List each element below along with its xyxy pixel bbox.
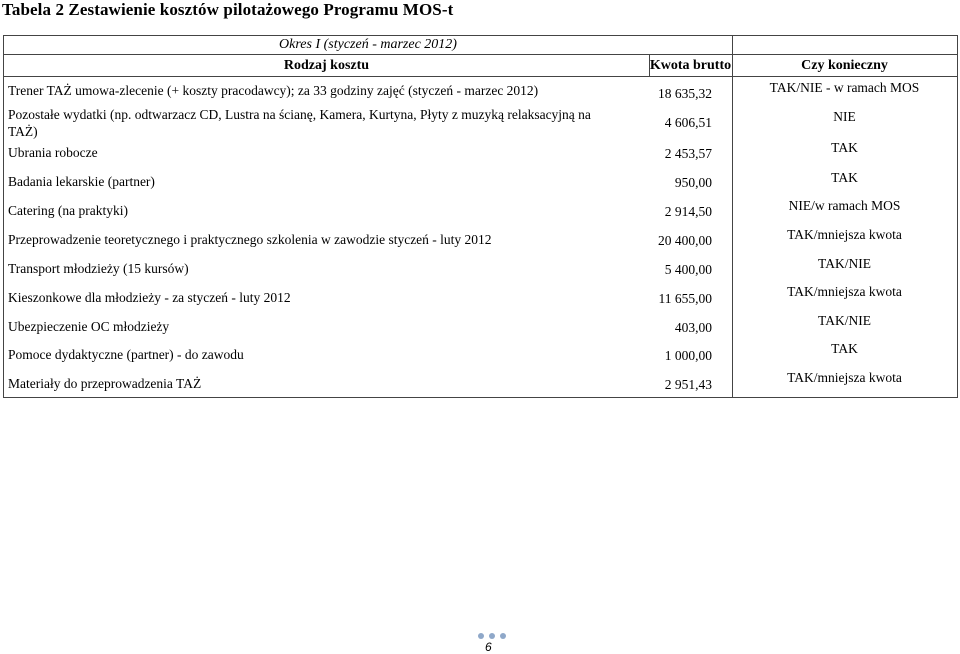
row-1-desc: Trener TAŻ umowa-zlecenie (+ koszty pracodawcy); za 33 godziny zajęć (styczeń - marzec 2012) [8, 83, 539, 98]
row-4-desc: Badania lekarskie (partner) [8, 174, 155, 189]
row-3-desc: Ubrania robocze [8, 145, 98, 160]
row-2-required: NIE [833, 109, 856, 124]
row-6-amount: 20 400,00 [658, 233, 712, 248]
row-11-required: TAK/mniejsza kwota [787, 370, 902, 385]
row-8-desc: Kieszonkowe dla młodzieży - za styczeń - luty 2012 [8, 290, 291, 305]
header-cost-type: Rodzaj kosztu [283, 58, 370, 73]
page-number: 6 [485, 640, 492, 654]
row-5-amount: 2 914,50 [664, 204, 712, 219]
row-7-desc: Transport młodzieży (15 kursów) [8, 261, 189, 276]
row-3-amount: 2 453,57 [664, 146, 712, 161]
row-7-amount: 5 400,00 [664, 262, 712, 277]
page-decoration-dots [478, 633, 506, 639]
row-8-amount: 11 655,00 [658, 291, 712, 306]
header-gross: Kwota brutto [649, 58, 732, 73]
row-4-amount: 950,00 [674, 175, 712, 190]
dot-icon [489, 633, 495, 639]
row-9-amount: 403,00 [674, 320, 712, 335]
dot-icon [478, 633, 484, 639]
row-1-amount: 18 635,32 [658, 86, 712, 101]
row-11-desc: Materiały do przeprowadzenia TAŻ [8, 376, 202, 391]
row-11-amount: 2 951,43 [664, 377, 712, 392]
row-10-desc: Pomoce dydaktyczne (partner) - do zawodu [8, 347, 244, 362]
row-3-required: TAK [831, 140, 858, 155]
row-2-desc: Pozostałe wydatki (np. odtwarzacz CD, Lustra na ścianę, Kamera, Kurtyna, Płyty z muzyką relaksacyjną na [8, 107, 591, 122]
document-title: Tabela 2 Zestawienie kosztów pilotażowego Programu MOS-t [2, 0, 454, 19]
row-5-required: NIE/w ramach MOS [788, 198, 901, 213]
dot-icon [500, 633, 506, 639]
row-1-required: TAK/NIE - w ramach MOS [769, 80, 920, 95]
row-7-required: TAK/NIE [818, 256, 871, 271]
cost-table [3, 35, 958, 398]
header-required: Czy konieczny [801, 58, 888, 73]
row-6-required: TAK/mniejsza kwota [787, 227, 902, 242]
period-header: Okres I (styczeń - marzec 2012) [279, 37, 457, 52]
row-8-required: TAK/mniejsza kwota [787, 284, 902, 299]
row-10-amount: 1 000,00 [664, 348, 712, 363]
row-4-required: TAK [831, 170, 858, 185]
row-9-desc: Ubezpieczenie OC młodzieży [8, 319, 170, 334]
row-6-desc: Przeprowadzenie teoretycznego i praktycznego szkolenia w zawodzie styczeń - luty 2012 [8, 232, 492, 247]
row-10-required: TAK [831, 341, 858, 356]
row-2-amount: 4 606,51 [664, 115, 712, 130]
row-9-required: TAK/NIE [818, 313, 871, 328]
row-2-desc-cont: TAŻ) [8, 124, 38, 139]
row-5-desc: Catering (na praktyki) [8, 203, 128, 218]
